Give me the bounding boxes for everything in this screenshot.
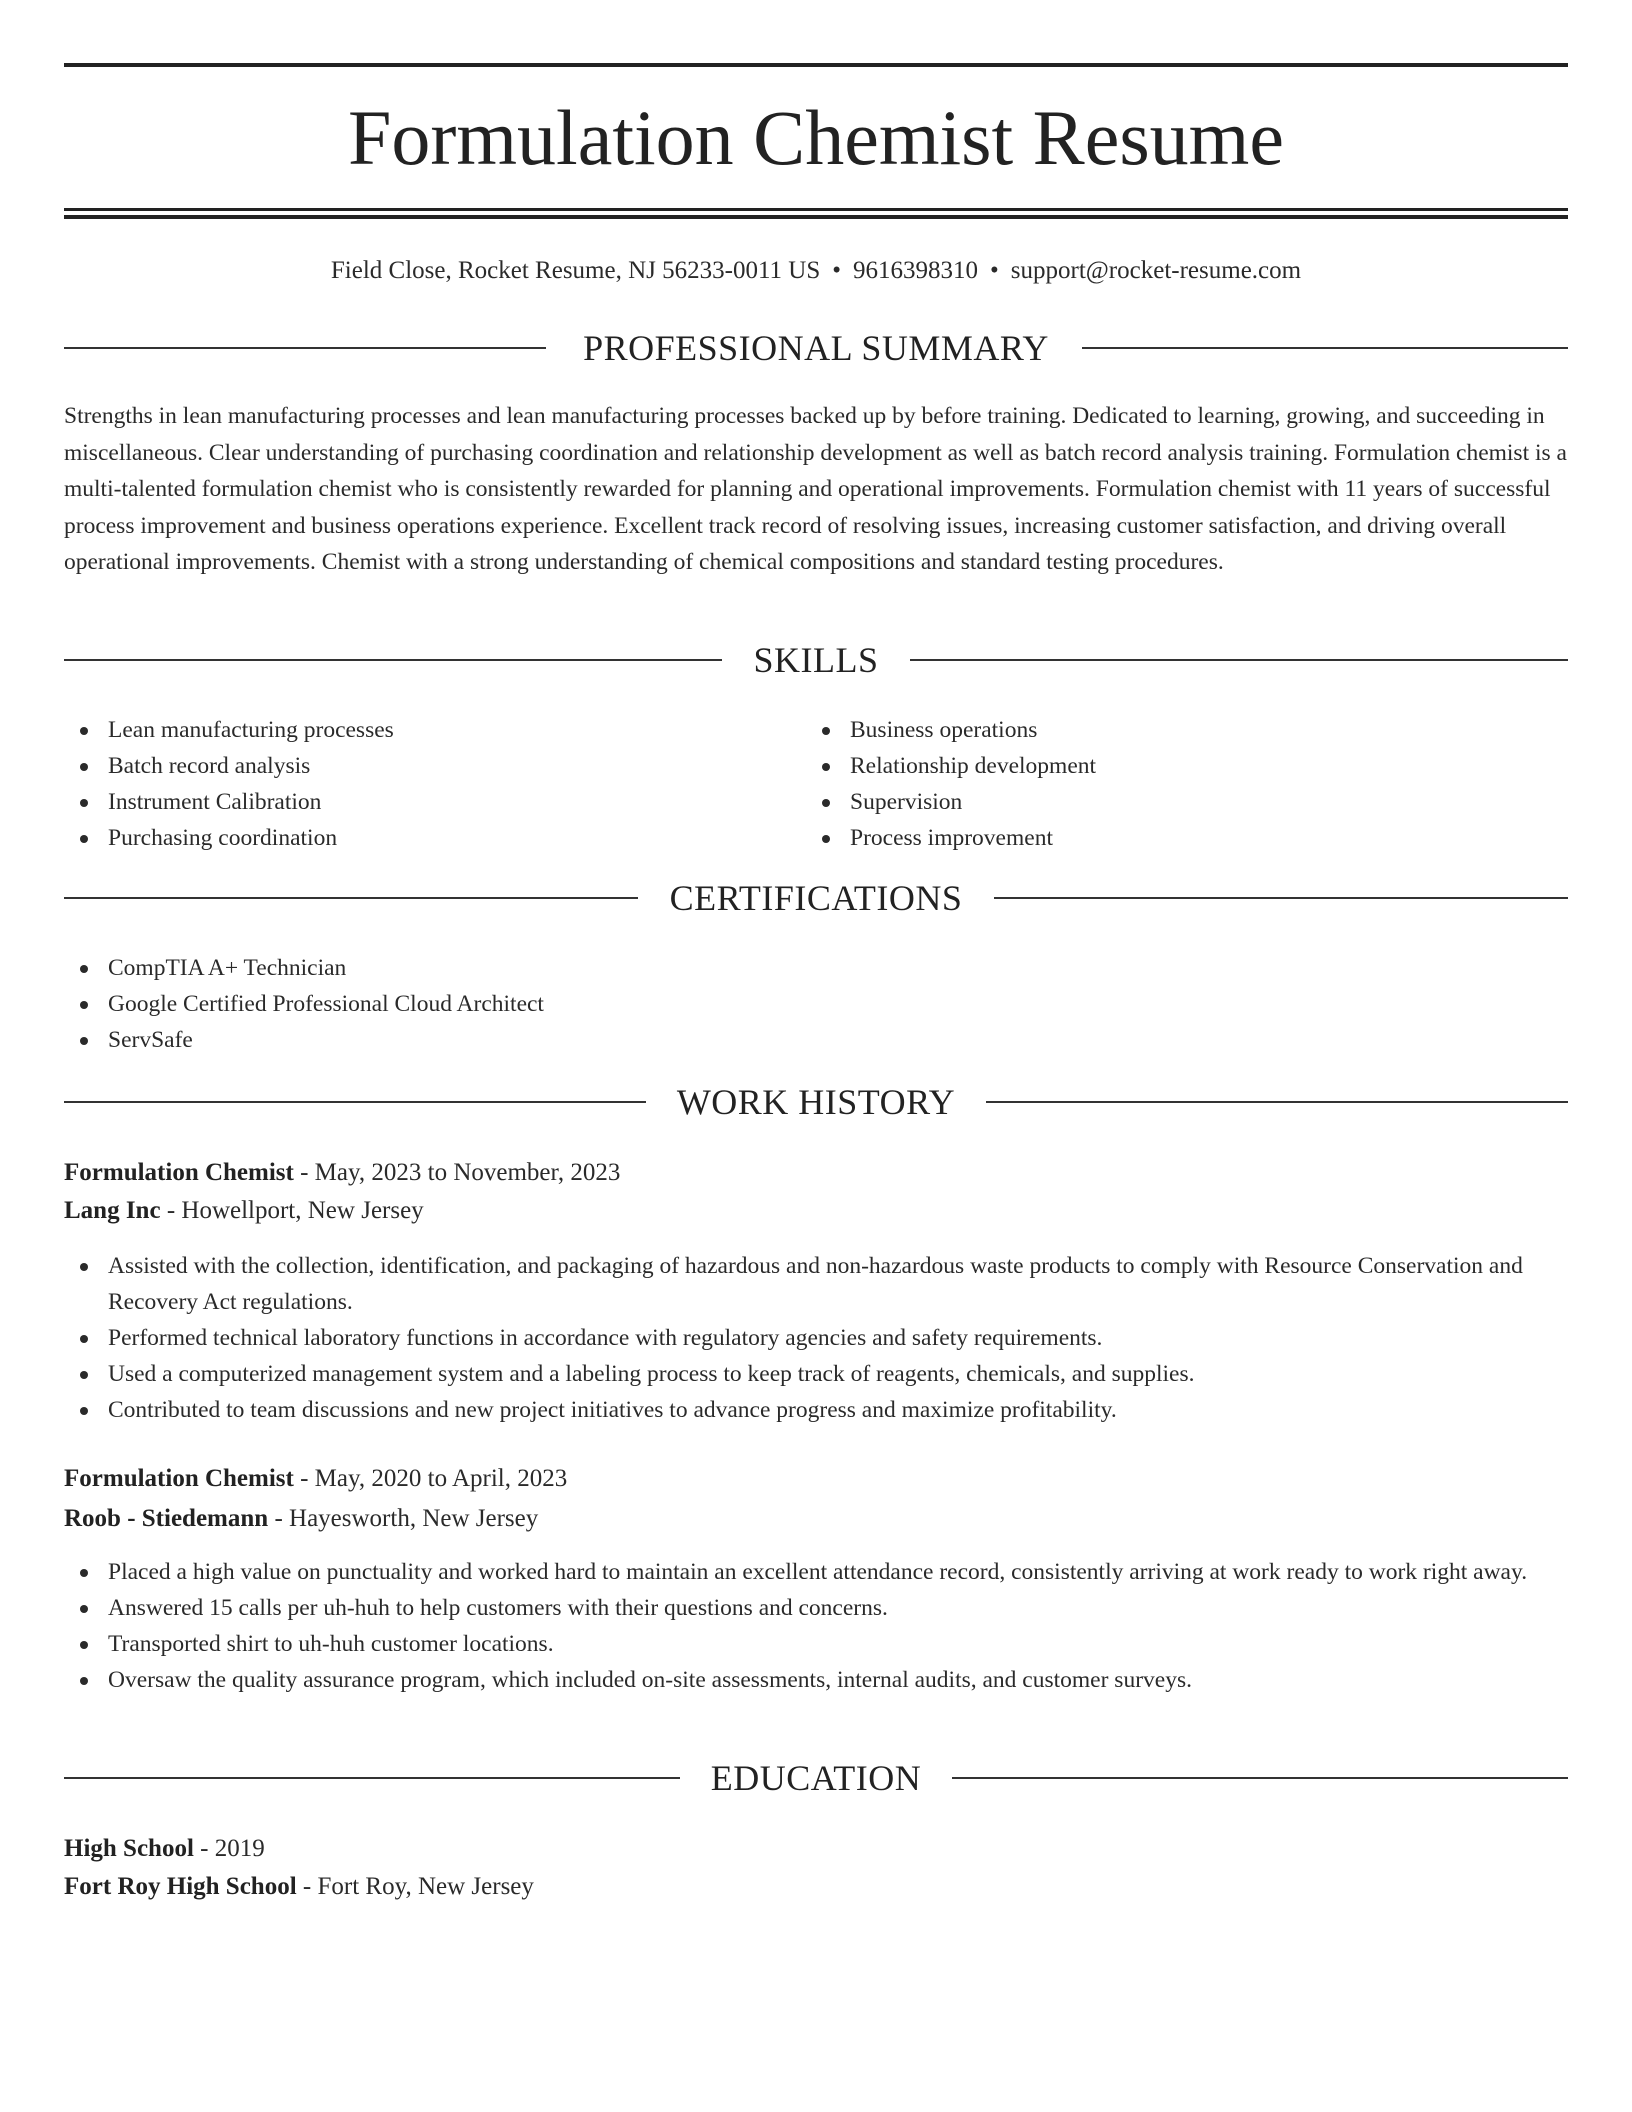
- certification-item: ServSafe: [64, 1022, 1568, 1058]
- contact-address: Field Close, Rocket Resume, NJ 56233-0011 US: [330, 257, 821, 284]
- top-rule: [64, 63, 1568, 67]
- job-company-line: [64, 1192, 1568, 1230]
- job-title: Formulation Chemist: [64, 1465, 294, 1492]
- skills-heading: SKILLS: [753, 640, 879, 680]
- contact-phone: 9616398310: [853, 257, 979, 284]
- skill-item: Relationship development: [806, 748, 1506, 784]
- job-bullet: Assisted with the collection, identification, and packaging of hazardous and non-hazardous waste products to comply with Resource Conservation and Recovery Act regulations.: [64, 1248, 1568, 1320]
- education-section-header: [64, 1756, 1568, 1800]
- education-school-line: [64, 1868, 1568, 1906]
- skill-item: Supervision: [806, 784, 1506, 820]
- education-location: - Fort Roy, New Jersey: [302, 1873, 534, 1900]
- job-title-line: [64, 1154, 1568, 1192]
- job-company-line: [64, 1500, 1568, 1538]
- contact-separator: •: [832, 257, 842, 284]
- skill-item: Batch record analysis: [64, 748, 764, 784]
- title-rule-upper: [64, 208, 1568, 211]
- summary-heading: PROFESSIONAL SUMMARY: [583, 328, 1049, 368]
- job-bullet: Contributed to team discussions and new project initiatives to advance progress and maximize profitability.: [64, 1392, 1568, 1428]
- certification-item: Google Certified Professional Cloud Architect: [64, 986, 1568, 1022]
- job-location: - Howellport, New Jersey: [166, 1197, 424, 1224]
- job-dates: - May, 2023 to November, 2023: [300, 1159, 621, 1186]
- job-bullet: Transported shirt to uh-huh customer locations.: [64, 1626, 1568, 1662]
- certifications-section-header: [64, 876, 1568, 920]
- summary-text: Strengths in lean manufacturing processes and lean manufacturing processes backed up by before training. Dedicated to learning, growing, and succeeding in miscellaneous. Clear understanding of purchasing coordination and relationship development as well as batch record analysis training. Formulation chemist is a multi-talented formulation chemist who is consistently rewarded for planning and operational improvements. Formulation chemist with 11 years of successful process improvement and business operations experience. Excellent track record of resolving issues, increasing customer satisfaction, and driving overall operational improvements. Chemist with a strong understanding of chemical compositions and standard testing procedures.: [64, 403, 1567, 575]
- job-title: Formulation Chemist: [64, 1159, 294, 1186]
- job-company: Lang Inc: [64, 1197, 161, 1224]
- job-bullet: Answered 15 calls per uh-huh to help customers with their questions and concerns.: [64, 1590, 1568, 1626]
- certifications-heading: CERTIFICATIONS: [669, 878, 963, 918]
- education-year: - 2019: [200, 1835, 265, 1862]
- job-bullet: Placed a high value on punctuality and worked hard to maintain an excellent attendance record, consistently arriving at work ready to work right away.: [64, 1554, 1568, 1590]
- education-heading: EDUCATION: [710, 1758, 922, 1798]
- skill-item: Business operations: [806, 712, 1506, 748]
- resume-title: Formulation Chemist Resume: [348, 94, 1284, 181]
- work-heading: WORK HISTORY: [676, 1082, 956, 1122]
- contact-email: support@rocket-resume.com: [1010, 257, 1302, 284]
- job-bullet: Oversaw the quality assurance program, which included on-site assessments, internal audits, and customer surveys.: [64, 1662, 1568, 1698]
- job-dates: - May, 2020 to April, 2023: [300, 1465, 568, 1492]
- job-bullet: Used a computerized management system and a labeling process to keep track of reagents, chemicals, and supplies.: [64, 1356, 1568, 1392]
- skill-item: Process improvement: [806, 820, 1506, 856]
- contact-separator: •: [990, 257, 999, 284]
- education-school: Fort Roy High School: [64, 1873, 297, 1900]
- work-section-header: [64, 1080, 1568, 1124]
- certification-item: CompTIA A+ Technician: [64, 950, 1568, 986]
- education-degree-line: [64, 1830, 1568, 1868]
- skill-item: Purchasing coordination: [64, 820, 764, 856]
- job-bullets: [64, 1248, 1568, 1428]
- skills-left-column: [64, 712, 764, 856]
- skill-item: Instrument Calibration: [64, 784, 764, 820]
- skills-section-header: [64, 638, 1568, 682]
- job-title-line: [64, 1460, 1568, 1498]
- education-degree: High School: [64, 1835, 194, 1862]
- skill-item: Lean manufacturing processes: [64, 712, 764, 748]
- contact-line: [64, 254, 1568, 288]
- job-bullets: [64, 1554, 1568, 1698]
- job-company: Roob - Stiedemann: [64, 1505, 269, 1532]
- job-bullet: Performed technical laboratory functions in accordance with regulatory agencies and safety requirements.: [64, 1320, 1568, 1356]
- certifications-list: [64, 950, 1568, 1058]
- summary-section-header: [64, 326, 1568, 370]
- job-location: - Hayesworth, New Jersey: [274, 1505, 539, 1532]
- skills-right-column: [806, 712, 1506, 856]
- title-rule-lower: [64, 215, 1568, 219]
